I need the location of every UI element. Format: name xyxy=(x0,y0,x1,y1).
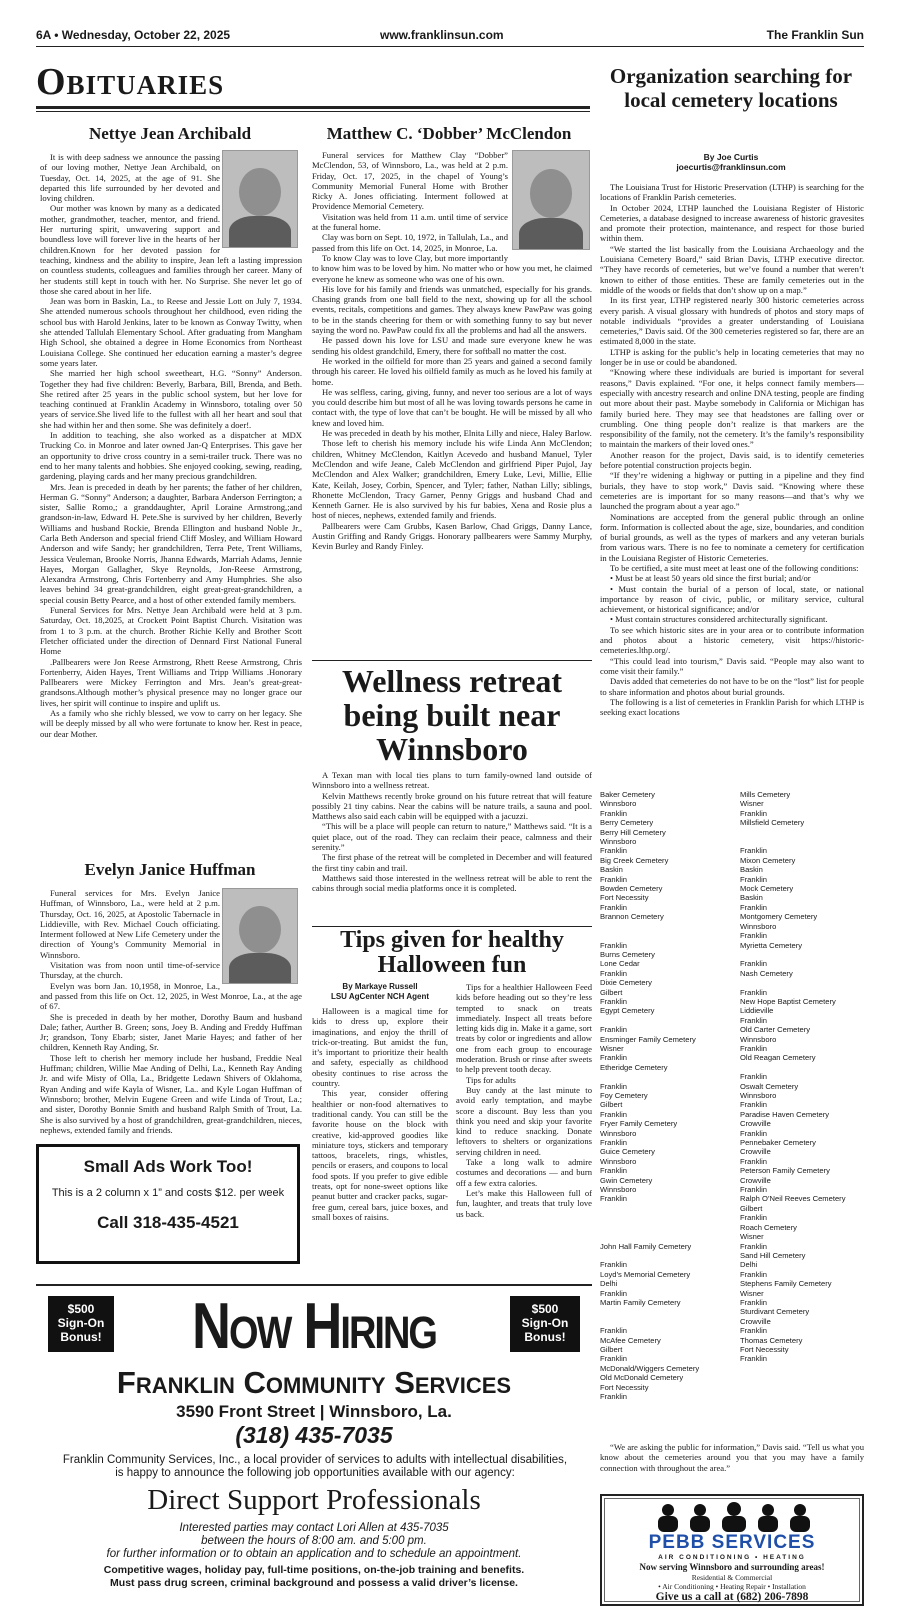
huffman-body: Funeral services for Mrs. Evelyn Janice Huffman, of Winnsboro, La., were held at 2 p.m. Thursday, Oct. 16, 2025, at Apostolic Tabernacle in Liddieville, with Rev. Michael Couch officiating. Interment followed at New Life Cemetery under the direction of Young’s Community Memorial in Winnsboro. Visitation was from noon until time-of-service Thursday, at the church. Evelyn was born Jan. 10,1958, in Monroe, La., and passed from this life on Oct. 12, 2025, in West Monroe, La., at the age of 67. She is preceded in death by her mother, Dorothy Baum and husband Dale; father, Aurther B. Green; sons, Joey B. Anding and Freddy Huffman Jr; grandson, Tony Ebarb; sister, Janet Marie Hayes; and father of her children, Kenneth Ray Anding, Sr. Those left to cherish her memory include her husband, Freddie Neal Huffman; children, Willie Mae Anding of Delhi, La., Kenneth Ray Anding Jr. and wife Misty of Olla, La., Bridgette Ledawn Shivers of Oklahoma, Ryan Anding and wife Kayla of Wisner, La.. and Kyle Logan Huffman of Winnsboro; brother, Melvin Eugene Green and wife Linda of Trout, La.; and sister, Dorothy Bonnie Smith and husband Ralph Smith of Trout, La. She is also survived by a host of grandchildren, great-grandchildren, nieces, nephews, extended family and friends. xyxy=(40,888,302,1135)
hiring-phone[interactable]: (318) 435-7035 xyxy=(235,1422,393,1448)
hiring-rule xyxy=(36,1284,592,1286)
cemetery-list-item: Franklin xyxy=(740,1297,768,1307)
cemetery-list-item: Gilbert xyxy=(740,1203,763,1213)
cemetery-list-item: Ralph O’Neil Reeves Cemetery xyxy=(740,1194,846,1204)
cemetery-list-item xyxy=(600,1223,730,1232)
cemetery-body: The Louisiana Trust for Historic Preservation (LTHP) is searching for the locations of Franklin Parish cemeteries. In October 2024, LTHP launched the Louisiana Register of Historic Cemeteries, a database designed to increase awareness of historic gravesites and promote their protection, maintenance, and respect for those buried within them. “We started the list basically from the Louisiana Archaeology and the Louisiana Cemetery Board,” said Brian Davis, LTHP executive director. “They have records of cemeteries, but we’ve found a number that weren’t known to either of those entities. These are family cemeteries out in the middle of the woods or fields that don’t show up on a map.” In its first year, LTHP registered nearly 300 historic cemeteries across every parish. A visual glossary with hundreds of photos and story maps of notable individuals “provides a greater understanding of Louisiana cemeteries,” Davis said. Of the 300 cemeteries registered so far, there are an estimated 8,000 in the state. LTHP is asking for the public’s help in locating cemeteries that may no longer be in use or could be abandoned. “Knowing where these individuals are buried is important for several reasons,” Davis explained. “For one, it helps connect family members—especially with ancestry research and online DNA testing, people are finding out more about their past. Maybe somebody in California or Michigan has family buried here. They may see that headstones are falling over or crumbling. One thing people don’t realize is that markers are the responsibility of the family, not the cemetery. It’s the family’s responsibility to maintain the markers of their loved ones.” Another reason for the project, Davis said, is to identify cemeteries before potential construction projects begin. “If they’re widening a highway or putting in a pipeline and they find burials, they have to stop work,” Davis said. “Knowing where these cemeteries are is important for so many reasons—and that’s why we launched the program about a year ago.” Nominations are accepted from the general public through an online form. Information is collected about the age, size, boundaries, and condition of burial grounds, as well as the types of markers and any veteran burials from various wars. There is no fee to nominate a cemetery for certification in the Louisiana Register of Historic Cemeteries. To be certified, a site must meet at least one of the following conditions: • Must be at least 50 years old since the first burial; and/or • Must contain the burial of a person of local, state, or national importance by reason of civic, public, or military service, cultural achievement, or historical significance; and/or • Must contain structures considered architecturally significant. To see which historic sites are in your area or to contribute information and photos about a historic cemetery, visit https://historic-cemeteries.lthp.org/. “This could lead into tourism,” Davis said. “People may also want to come visit their family.” Davis added that cemeteries do not have to be on the “lost” list for people to share information and photos about burial grounds. The following is a list of cemeteries in Franklin Parish for which LTHP is seeking exact locations xyxy=(600,182,864,718)
cemetery-list-item: Franklin xyxy=(600,1326,628,1336)
cemetery-list-item: Franklin xyxy=(600,1053,628,1063)
archibald-body: It is with deep sadness we announce the passing of our loving mother, Nettye Jean Archibald, on Tuesday, Oct. 14, 2025, at the age of 91. She departed this life surrounded by her devoted and loving children. Our mother was known by many as a dedicated mother, grandmother, teacher, mentor, and friend. Her nurturing spirit, unwavering support and boundless love will forever live in the hearts of her children.Known for her devoted passion for teaching, kindness and the ability to inspire, Jean left a lasting impression on countless students, colleagues and families through her career. Many of her students still kept in touch with her. No Surprise. She never let go of those she cared about in her life. Jean was born in Baskin, La., to Reese and Jessie Lott on July 7, 1934. She attended numerous schools throughout her childhood, even riding the school bus with Harold Jenkins, later to be known as Conway Twitty, when she attended Tallulah Elementary School. After graduating from Mangham High School, she obtained a degree in Home Economics from Northeast Louisiana College. She continued her education earning a master’s degree some years later. She married her high school sweetheart, H.G. “Sonny” Anderson. Together they had five children: Beverly, Barbara, Bill, Brenda, and Beth. She retired after 25 years in the public school system, but her love for teaching continued at Franklin Academy in Winnsboro, totaling over 50 years of service.She lived life to the fullest with all her heart and soul that she had within her and then some. She was definitely a doer!. In addition to teaching, she also worked as a dispatcher at MDX Trucking Co. in Monroe and later owned Jan-Q Enterprises. This gave her an opportunity to drive cross country in a semi-trailer truck. There was no end to her many talents and hobbies. She enjoyed cooking, sewing, reading, gardening, playing cards and her many precious grandchildren. Mrs. Jean is preceded in death by her parents; the father of her children, Herman G. “Sonny” Anderson; a daughter, Barbara Anderson Ferrington; a sister, Sallie Romo,; a granddaughter, April Loraine Armstrong,;and grandson-in-law, Edward H. Pete.She is survived by her children, Beverly Williams and husband Rockie, Brenda Ellington and husband Noble Jr., Carla Beth Anderson and special friend Cliff Mosley, and William Howard Anderson and wife Sandy; her grandchildren, Terra Pete, Trent Williams, Jessica Veuleman, Brooke Norris, Jhanna Edwards, Marriah Adams, Jennie Hayes, Morgan Gallagher, Skye Reynolds, Jon-Reese Armstrong, Alexandra Armstrong, Chris Fortenberry and Amy Humphries. She also leaves behind 34 great-grandchildren, eight great-great-grandchildren, a special cousin Betty Pearce, and a host of other extended family members. Funeral Services for Mrs. Nettye Jean Archibald were held at 3 p.m. Saturday, Oct. 18,2025, at Crockett Point Baptist Church. Visitation was from 1 to 3 p.m. at the church. Brother Richie Kelly and Brother Scott Fletcher officiated under the direction of Dennard First National Funeral Home .Pallbearers were Jon Reese Armstrong, Rhett Reese Armstrong, Chris Fortenberry, Aiden Hayes, Trent Williams and Tripp Williams .Honorary Pallbearers were Mickey Ferrington and Mrs. Jean’s great-great-grandsons.Although mother’s physical presence may no longer grace our lives, her spirit will continue to inspire and uplift us. As a family who she richly blessed, we vow to carry on her legacy. She will be deeply missed by all who were fortunate to know her. Rest in peace, our dear Mother. xyxy=(40,152,302,739)
cemetery-list-item: Franklin xyxy=(600,808,628,818)
cemetery-list-item xyxy=(600,922,730,931)
cemetery-list-item: Lone Cedar xyxy=(600,959,640,969)
cemetery-list-item: Franklin xyxy=(740,1156,768,1166)
cemetery-title: Organization searching for local cemetery locations xyxy=(609,64,853,112)
cemetery-list-item xyxy=(600,1307,730,1316)
pebb-ad-box[interactable] xyxy=(600,1494,864,1606)
cemetery-list-item: New Hope Baptist Cemetery xyxy=(740,996,836,1006)
cemetery-list-item: Bowden Cemetery xyxy=(600,884,663,894)
cemetery-list-item: Mills Cemetery xyxy=(740,790,791,799)
cemetery-list-item: Winnsboro xyxy=(600,1185,637,1195)
cemetery-list-item: Franklin xyxy=(600,874,628,884)
hiring-intro: Franklin Community Services, Inc., a local provider of services to adults with intellectual disabilities, is happy to announce the following job opportunities available with our agency: xyxy=(62,1454,568,1479)
cemetery-list-item: Burns Cemetery xyxy=(600,949,655,959)
cemetery-list-item: Winnsboro xyxy=(740,921,777,931)
cemetery-list-item xyxy=(600,1204,730,1213)
people-silhouette-icon xyxy=(650,1502,818,1532)
cemetery-list-item: Franklin xyxy=(740,1326,768,1336)
cemetery-list-item: Myrietta Cemetery xyxy=(740,940,803,950)
cemetery-list-item: Roach Cemetery xyxy=(740,1222,797,1232)
cemetery-list-left xyxy=(600,790,730,1430)
cemetery-list-item: Old Reagan Cemetery xyxy=(740,1053,816,1063)
cemetery-list-item: Franklin xyxy=(600,1166,628,1176)
cemetery-list-item: Winnsboro xyxy=(740,1091,777,1100)
cemetery-list-item xyxy=(740,950,864,959)
cemetery-list-item: Wisner xyxy=(740,1232,764,1242)
cemetery-list-item: Gilbert xyxy=(600,1344,623,1354)
cemetery-list-item: Sand Hill Cemetery xyxy=(740,1250,806,1260)
cemetery-list-item xyxy=(740,837,864,846)
cemetery-list-item: Ensminger Family Cemetery xyxy=(600,1034,696,1044)
cemetery-list-item: Franklin xyxy=(740,1241,768,1251)
small-ad-line: This is a 2 column x 1” and costs $12. per week xyxy=(51,1187,285,1199)
cemetery-list-item: Franklin xyxy=(600,1109,628,1119)
cemetery-list-item: Brannon Cemetery xyxy=(600,912,664,922)
cemetery-list-item xyxy=(740,1063,864,1072)
cemetery-list-item: Franklin xyxy=(600,1194,628,1204)
cemetery-list-item: Franklin xyxy=(740,1269,768,1279)
mcclendon-body: Funeral services for Matthew Clay “Dobber” McClendon, 53, of Winnsboro, La., was held at 2 p.m. Friday, Oct. 17, 2025, in the chapel of Young’s Community Memorial Funeral Home with Brother Ricky A. Jones officiating. Interment followed at Providence Memorial Cemetery. Visitation was held from 11 a.m. until time of service at the funeral home. Clay was born on Sept. 10, 1972, in Tallulah, La., and passed from this life on Oct. 14, 2025, in Monroe, La. To know Clay was to love Clay, but more importantly to know him was to be loved by him. No matter who or how you met, he claimed everyone he knew as someone who was one of his own. His love for his family and friends was unmatched, especially for his grands. Chasing grands from one ball field to the next, showing up for all the school events, recitals, competitions and games. They always knew PawPaw was going to be in the stands cheering for them or with something funny to say but never saying the word no. PawPaw could fix all the problems and had all the answers. He passed down his love for LSU and made sure everyone knew he was sending his oldest grandchild, Emery, there for softball no matter the cost. He worked in the oilfield for more than 25 years and gained a second family through his career. He loved his oilfield family as much as he loved his family at home. He was selfless, caring, giving, funny, and never too serious are a lot of ways you could describe him but most of all he was loving towards persons he came in contact with, the type of love that can’t be bought. He will be missed by all who knew and loved him. He was preceded in death by his mother, Elnita Lilly and niece, Haley Barlow. Those left to cherish his memory include his wife Linda Ann McClendon; children, Whitney McClendon, Kaitlyn Acevedo and husband Manuel, Tyler McClendon and wife Jeane, Caleb McClendon and girlfriend Piper Pujol, Jay McClendon and Alex Walker; grandchildren, Emery Luke, Levi, Millie, Ellie Kate, Keilah, Josey, Corbin, Spencer, and Tyler; father, Nathan Lilly; siblings, Rhonette McClendon, Tracy Garner, Penny Griggs and husband Chad and Kenneth Garner. He is also survived by his fur babies, Xena and Rosie plus a host of nieces, nephews, extended family and friends. Pallbearers were Cam Grubbs, Kasen Barlow, Chad Griggs, Danny Lance, Austin Griffing and Randy Griggs. Honorary pallbearers were Sammy Murphy, Kevin Burley and Randy Finley. xyxy=(312,150,592,552)
cemetery-list-item: Egypt Cemetery xyxy=(600,1006,655,1016)
cemetery-list-item: Montgomery Cemetery xyxy=(740,912,818,922)
cemetery-list-item xyxy=(600,1072,730,1081)
cemetery-list-item: Pennebaker Cemetery xyxy=(740,1138,816,1148)
cemetery-list-item: Dixie Cemetery xyxy=(600,978,652,988)
cemetery-list-item: Fort Necessity xyxy=(600,893,649,903)
cemetery-list-item: Millsfield Cemetery xyxy=(740,818,805,828)
cemetery-list-item xyxy=(740,978,864,987)
cemetery-list-item: Franklin xyxy=(740,808,768,818)
cemetery-list-item: Baskin xyxy=(740,865,763,875)
cemetery-list-item xyxy=(600,1317,730,1326)
cemetery-list-item: Crowville xyxy=(740,1119,771,1129)
hiring-benefits: Competitive wages, holiday pay, full-time positions, on-the-job training and benefits. Must pass drug screen, criminal background and possess a valid driver’s license. xyxy=(103,1564,525,1589)
cemetery-list-item: Franklin xyxy=(740,1015,768,1025)
cemetery-list-item: Wisner xyxy=(740,1288,764,1298)
cemetery-list-item: Franklin xyxy=(740,1185,768,1195)
cemetery-list-item xyxy=(740,828,864,837)
cemetery-list-item: Franklin xyxy=(600,940,628,950)
cemetery-list-item: Baskin xyxy=(600,865,623,875)
cemetery-list-item: Berry Hill Cemetery xyxy=(600,827,666,837)
cemetery-list-item: Old McDonald Cemetery xyxy=(600,1373,684,1383)
cemetery-list-item: Stephens Family Cemetery xyxy=(740,1279,832,1289)
cemetery-list-item xyxy=(600,1016,730,1025)
cemetery-list-item: Fort Necessity xyxy=(740,1344,789,1354)
cemetery-list-item: Baskin xyxy=(740,893,763,903)
cemetery-list-right xyxy=(740,790,864,1430)
cemetery-list-item: Peterson Family Cemetery xyxy=(740,1166,830,1176)
small-ad-box[interactable] xyxy=(36,1144,300,1264)
cemetery-list-item: Crowville xyxy=(740,1316,771,1326)
cemetery-list-item: Delhi xyxy=(740,1260,758,1270)
cemetery-list-item: Franklin xyxy=(600,1354,628,1364)
cemetery-closing: “We are asking the public for information,” Davis said. “Tell us what you know about the cemeteries around you that you may have a family connection with throughout the area.” xyxy=(600,1442,864,1473)
archibald-title: Nettye Jean Archibald xyxy=(88,124,252,143)
page-date: 6A • Wednesday, October 22, 2025 xyxy=(36,28,231,42)
cemetery-list-item: Mock Cemetery xyxy=(740,884,794,894)
cemetery-list-item: Franklin xyxy=(740,846,768,856)
cemetery-list-item: Franklin xyxy=(600,1392,628,1401)
cemetery-list-item: Gwin Cemetery xyxy=(600,1175,653,1185)
cemetery-list-item: Oswalt Cemetery xyxy=(740,1081,799,1091)
cemetery-list-item: Mixon Cemetery xyxy=(740,855,796,865)
cemetery-list-item: Winnsboro xyxy=(740,1034,777,1044)
cemetery-list-item: Franklin xyxy=(740,1354,768,1364)
cemetery-list-item: Franklin xyxy=(740,1072,768,1082)
cemetery-list-item: Franklin xyxy=(600,902,628,912)
small-ad-title: Small Ads Work Too! xyxy=(83,1157,253,1176)
cemetery-list-item: Thomas Cemetery xyxy=(740,1335,803,1345)
hiring-position: Direct Support Professionals xyxy=(147,1484,481,1516)
huffman-title: Evelyn Janice Huffman xyxy=(84,860,256,879)
wellness-title: Wellness retreat being built near Winnsboro xyxy=(341,663,563,767)
cemetery-list-item: Franklin xyxy=(740,1100,768,1110)
cemetery-list-item: Big Creek Cemetery xyxy=(600,855,669,865)
wellness-body: A Texan man with local ties plans to turn family-owned land outside of Winnsboro into a wellness retreat. Kelvin Matthews recently broke ground on his future retreat that will feature possibly 21 tiny cabins. Near the cabins will be nature trails, a sauna and pool. Matthews also said each cabin will be equipped with a jacuzzi. “This will be a place will people can return to nature,” Matthews said. “It is a quiet place, out of the road. They can reclaim their peace, calmness and their serenity.” The first phase of the retreat will be completed in December and will featured the first tiny cabin and trail. Matthews said those interested in the wellness retreat will be able to rent the cabins through social media platforms once it is completed. xyxy=(312,770,592,894)
cemetery-list-item: Wisner xyxy=(600,1043,624,1053)
hiring-badge-left: $500 Sign-On Bonus! xyxy=(48,1296,114,1352)
cemetery-list-item: Franklin xyxy=(600,1138,628,1148)
cemetery-list-item: Franklin xyxy=(600,1081,628,1091)
pebb-call[interactable]: Give us a call at (682) 206-7898 xyxy=(655,1591,809,1603)
pebb-services: • Air Conditioning • Heating Repair • Installation xyxy=(658,1582,806,1591)
cemetery-list-item: Paradise Haven Cemetery xyxy=(740,1109,830,1119)
cemetery-list-item: Franklin xyxy=(600,996,628,1006)
cemetery-list-item: Franklin xyxy=(600,1260,628,1270)
halloween-col2: Tips for a healthier Halloween Feed kids before heading out so they’re less tempted to snack on treats immediately. Inspect all treats before letting kids dig in. Make it a game, sort treats by color or ingredients and allow one from each group to encourage moderation. Brush or rinse after sweets to help prevent tooth decay. Tips for adults Buy candy at the last minute to avoid early temptation, and maybe score a discount. Buy less than you think you need and skip your favorite kind to reduce snacking. Donate leftovers to shelters or organizations serving children in need. Take a long walk to admire costumes and decorations — and burn off a few extra calories. Let’s make this Halloween full of fun, laughter, and treats that truly love us back. xyxy=(456,982,592,1219)
website-link[interactable]: www.franklinsun.com xyxy=(380,28,504,42)
cemetery-list-item: Winnsboro xyxy=(600,837,637,847)
wellness-rule xyxy=(312,660,592,661)
cemetery-list-item: Franklin xyxy=(740,874,768,884)
halloween-byline: By Markaye Russell LSU AgCenter NCH Agent xyxy=(330,982,430,1001)
cemetery-list-item: Old Carter Cemetery xyxy=(740,1025,811,1035)
cemetery-list-item: Winnsboro xyxy=(600,1156,637,1166)
pebb-types: Residential & Commercial xyxy=(691,1573,773,1582)
cemetery-email[interactable]: joecurtis@franklinsun.com xyxy=(676,162,786,172)
cemetery-list-item: Wisner xyxy=(740,799,764,809)
cemetery-list-item: Gilbert xyxy=(600,987,623,997)
cemetery-list-item: Winnsboro xyxy=(600,1128,637,1138)
pebb-name: PEBB SERVICES xyxy=(648,1532,816,1553)
cemetery-list-item: Guice Cemetery xyxy=(600,1147,655,1157)
pebb-sub: AIR CONDITIONING • HEATING xyxy=(658,1554,806,1561)
cemetery-list-item: Delhi xyxy=(600,1279,618,1289)
cemetery-list-item: Franklin xyxy=(740,931,768,941)
cemetery-list-item: Foy Cemetery xyxy=(600,1091,648,1100)
cemetery-list-item: John Hall Family Cemetery xyxy=(600,1241,692,1251)
cemetery-list-item xyxy=(600,1232,730,1241)
mcclendon-title: Matthew C. ‘Dobber’ McClendon xyxy=(326,124,572,143)
cemetery-list-item: Franklin xyxy=(600,1025,628,1035)
cemetery-list-item: Franklin xyxy=(740,1043,768,1053)
small-ad-phone: Call 318-435-4521 xyxy=(97,1213,239,1232)
cemetery-list-item: Winnsboro xyxy=(600,799,637,809)
section-title: Obituaries xyxy=(36,61,225,103)
cemetery-list-item: Baker Cemetery xyxy=(600,790,655,799)
cemetery-list-item: Franklin xyxy=(740,1128,768,1138)
halloween-title: Tips given for healthy Halloween fun xyxy=(340,927,564,978)
hiring-org: Franklin Community Services xyxy=(116,1365,512,1400)
section-rule-thin xyxy=(36,111,590,112)
cemetery-byline: By Joe Curtis joecurtis@franklinsun.com xyxy=(598,152,864,172)
paper-name: The Franklin Sun xyxy=(766,28,864,42)
cemetery-list-item: Liddieville xyxy=(740,1006,774,1016)
cemetery-list-item xyxy=(600,1213,730,1222)
cemetery-list-item: Martin Family Cemetery xyxy=(600,1297,681,1307)
cemetery-list-item: Franklin xyxy=(740,987,768,997)
cemetery-list-item: Franklin xyxy=(740,959,768,969)
cemetery-list-item: Gilbert xyxy=(600,1100,623,1110)
cemetery-list-item: Crowville xyxy=(740,1175,771,1185)
cemetery-list-item: Nash Cemetery xyxy=(740,968,793,978)
pebb-serving: Now serving Winnsboro and surrounding areas! xyxy=(639,1562,825,1572)
cemetery-list-item: Franklin xyxy=(740,902,768,912)
cemetery-list-item xyxy=(600,931,730,940)
hiring-contact: Interested parties may contact Lori Allen at 435-7035 between the hours of 8:00 am. and 5:00 pm. for further information or to obtain an application and to schedule an appointment. xyxy=(106,1522,522,1560)
cemetery-list-item: Franklin xyxy=(600,1288,628,1298)
hiring-badge-right: $500 Sign-On Bonus! xyxy=(510,1296,580,1352)
cemetery-list-item: Berry Cemetery xyxy=(600,818,654,828)
cemetery-list-item: McDonald/Wiggers Cemetery xyxy=(600,1363,700,1373)
cemetery-list-item: Fryer Family Cemetery xyxy=(600,1119,678,1129)
cemetery-list-item: Sturdivant Cemetery xyxy=(740,1307,810,1317)
cemetery-list-item: Franklin xyxy=(740,1213,768,1223)
section-rule xyxy=(36,106,590,109)
cemetery-list-item xyxy=(600,1251,730,1260)
hiring-address: 3590 Front Street | Winnsboro, La. xyxy=(176,1402,452,1421)
cemetery-list-item: Loyd’s Memorial Cemetery xyxy=(600,1269,691,1279)
halloween-col1: Halloween is a magical time for kids to dress up, explore their imaginations, and enjoy the thrill of trick-or-treating. But amidst the fun, it’s important to prioritize their health and safety, especially as childhood obesity continues to rise across the country. This year, consider offering healthier or non-food alternatives to traditional candy. You can still be the favorite house on the block with creative, kid-approved goodies like miniature toys, stickers and temporary tattoos, bracelets, rings, whistles, pencils or erasers, and coupons to local food spots. If you prefer to give edible treats, opt for none-sweet options like peanut butter and cracker packs, sugar-free gum, cereal bars, juice boxes, and small boxes of raisins. xyxy=(312,1006,448,1222)
cemetery-list-item: McAfee Cemetery xyxy=(600,1335,661,1345)
cemetery-list-item: Franklin xyxy=(600,968,628,978)
cemetery-list-item: Crowville xyxy=(740,1147,771,1157)
cemetery-list-item: Fort Necessity xyxy=(600,1382,649,1392)
hiring-headline: Now Hiring xyxy=(192,1290,436,1363)
cemetery-list-item: Etheridge Cemetery xyxy=(600,1062,668,1072)
cemetery-list-item: Franklin xyxy=(600,846,628,856)
header-rule xyxy=(36,46,864,47)
